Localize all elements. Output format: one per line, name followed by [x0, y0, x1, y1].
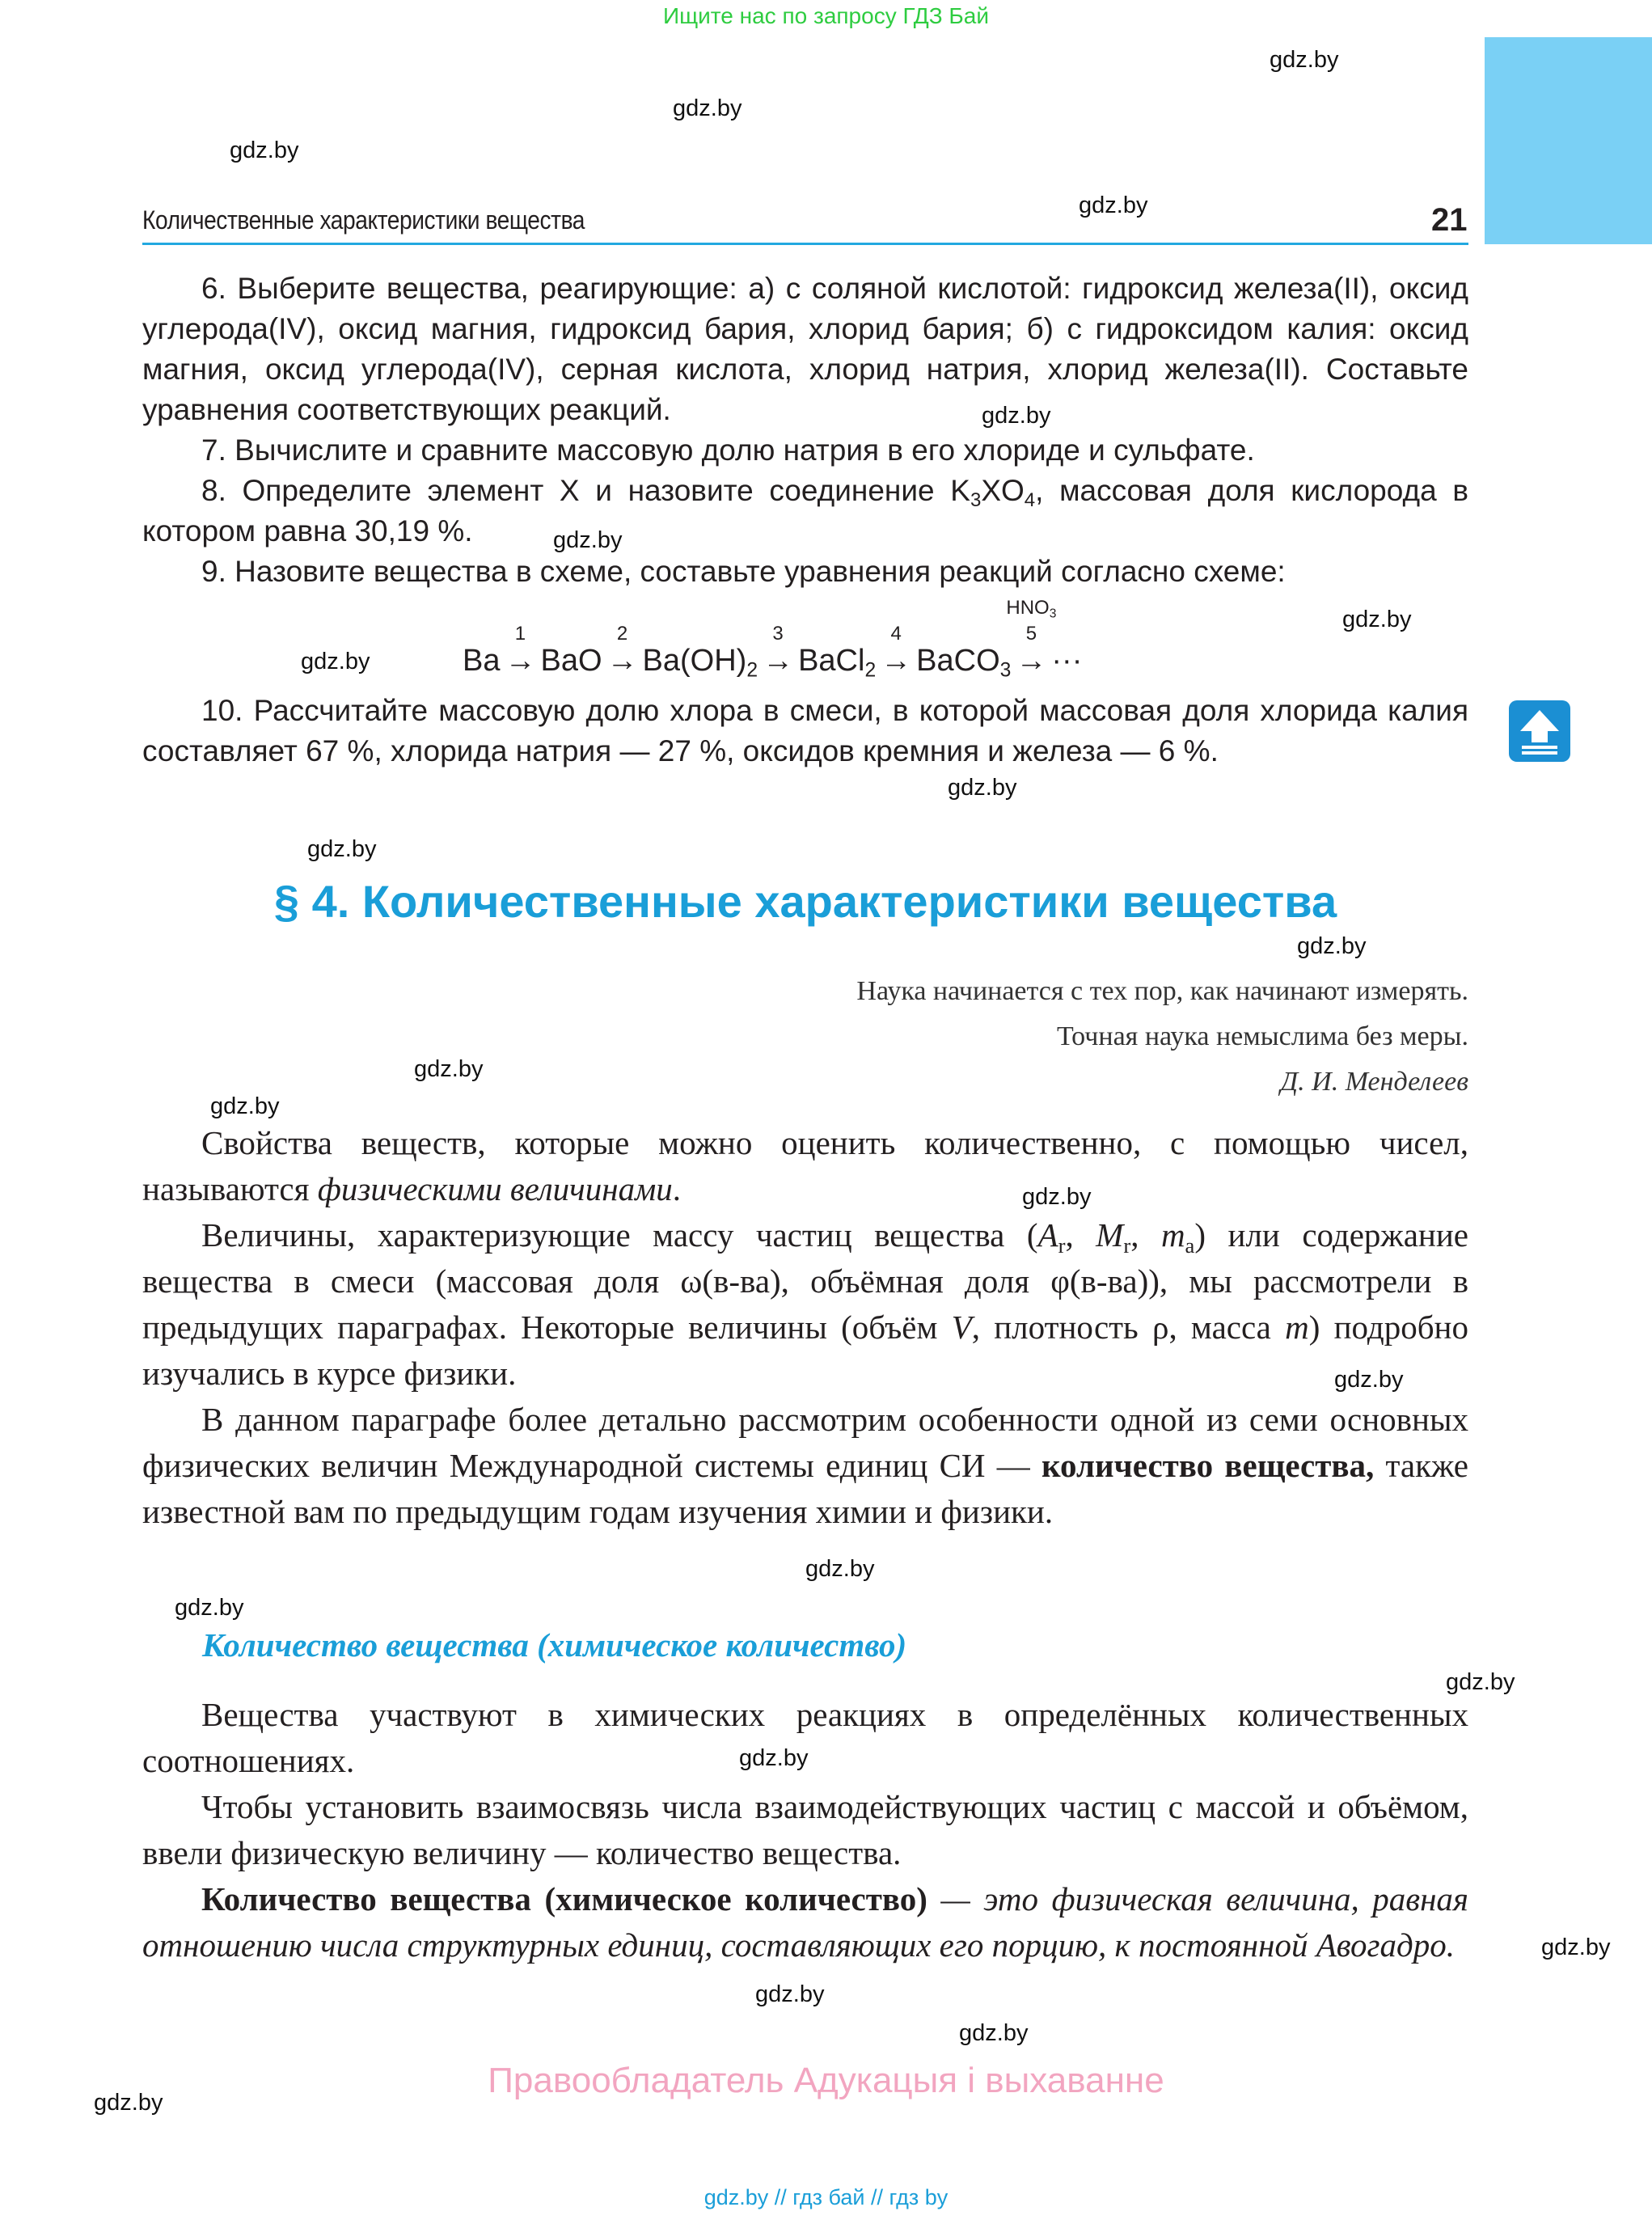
paragraph-2: Величины, характеризующие массу частиц вещества ($A_r$, $M_r$, $m_a$) или содержание вещества в смеси (массовая доля ω(в-ва), объёмная доля φ(в-ва)), мы рассмотрели в предыдущих параграфах. Некоторые величины (объём V, плотность ρ, масса m) подробно изучались в курсе физики. [142, 1216, 1469, 1392]
watermark: gdz.by [1022, 1184, 1092, 1210]
task-list [142, 268, 1468, 592]
page-corner-tab [1485, 37, 1652, 244]
watermark: gdz.by [307, 836, 377, 862]
subsection-title: Количество вещества (химическое количество) [202, 1626, 907, 1664]
scheme-arrow-2: 2 → [606, 623, 638, 678]
footer-links[interactable]: gdz.by // гдз бай // гдз by [703, 2185, 949, 2209]
watermark: gdz.by [959, 2020, 1029, 2046]
watermark: gdz.by [739, 1745, 809, 1771]
subsection-body [142, 1692, 1468, 1968]
watermark: gdz.by [948, 775, 1017, 801]
watermark: gdz.by [805, 1556, 875, 1582]
task-10-block [142, 691, 1468, 772]
page-number: 21 [1431, 202, 1468, 238]
copyright-notice: Правообладатель Адукацыя і выхаванне [488, 2061, 1164, 2100]
watermark: gdz.by [175, 1595, 244, 1621]
epigraph-line-1: Наука начинается с тех пор, как начинают измерять. [856, 976, 1468, 1006]
header-rule [142, 243, 1468, 245]
definition: Количество вещества (химическое количество) — это физическая величина, равная отношению числа структурных единиц, составляющих его порцию, к постоянной Авогадро. [142, 1880, 1468, 1964]
paragraph-3: В данном параграфе более детально рассмотрим особенности одной из семи основных физических величин Международной системы единиц СИ — количество вещества, также известной вам по предыдущим годам изучения химии и физики. [142, 1401, 1469, 1530]
running-title: Количественные характеристики вещества [142, 205, 585, 235]
arrow-up-icon [1509, 700, 1570, 762]
watermark: gdz.by [755, 1981, 825, 2007]
task-7: 7. Вычислите и сравните массовую долю натрия в его хлориде и сульфате. [201, 433, 1255, 467]
scheme-arrow-1: 1 → [505, 623, 536, 678]
scroll-up-button[interactable] [1509, 700, 1570, 762]
task-10: 10. Рассчитайте массовую долю хлора в смеси, в которой массовая доля хлорида калия составляет 67 %, хлорида натрия — 27 %, оксидов кремния и железа — 6 %. [142, 694, 1468, 767]
scheme-arrow-5: $HNO_3$ 5 → [1006, 597, 1057, 678]
epigraph-author: Д. И. Менделеев [1280, 1067, 1468, 1097]
watermark: gdz.by [1446, 1669, 1515, 1695]
section-title: § 4. Количественные характеристики вещества [273, 876, 1337, 927]
watermark: gdz.by [982, 403, 1051, 429]
reaction-scheme: Ba 1 → BaO 2 → $Ba(OH)_2$ 3 → BaCl$_2$ 4 → BaCO$_3$ $HNO_3$ 5 → ··· [463, 597, 1083, 682]
task-6: 6. Выберите вещества, реагирующие: а) с соляной кислотой: гидроксид железа(II), оксид углерода(IV), оксид магния, гидроксид бария, хлорид бария; б) с гидроксидом калия: оксид магния, оксид углерода(IV), серная кислота, хлорид натрия, хлорид железа(II). Составьте уравнения соответствующих реакций. [142, 272, 1468, 426]
watermark: gdz.by [1270, 47, 1339, 73]
task-8: 8. Определите элемент X и назовите соединение $K_3XO_4$, массовая доля кислорода в котором равна 30,19 %. [142, 474, 1469, 548]
watermark: gdz.by [673, 95, 742, 121]
scheme-arrow-3: 3 → [763, 623, 794, 678]
watermark: gdz.by [1342, 607, 1412, 632]
paragraph-4: Вещества участвуют в химических реакциях в определённых количественных соотношениях. [142, 1696, 1468, 1779]
watermark: gdz.by [553, 527, 623, 553]
task-9: 9. Назовите вещества в схеме, составьте уравнения реакций согласно схеме: [201, 555, 1286, 588]
paragraph-5: Чтобы установить взаимосвязь числа взаимодействующих частиц с массой и объёмом, ввели физическую величину — количество вещества. [142, 1788, 1468, 1871]
watermark: gdz.by [94, 2090, 163, 2116]
watermark: gdz.by [210, 1093, 280, 1119]
watermark: gdz.by [1079, 192, 1148, 218]
paragraph-1: Свойства веществ, которые можно оценить количественно, с помощью чисел, называются физическими величинами. [142, 1124, 1468, 1207]
top-banner[interactable]: Ищите нас по запросу ГДЗ Бай [662, 3, 990, 28]
scheme-arrow-4: 4 → [881, 623, 912, 678]
epigraph [498, 969, 1468, 1105]
watermark: gdz.by [414, 1056, 484, 1082]
watermark: gdz.by [1541, 1934, 1611, 1960]
watermark: gdz.by [1297, 933, 1367, 959]
section-body [142, 1120, 1468, 1535]
watermark: gdz.by [301, 649, 370, 674]
epigraph-line-2: Точная наука немыслима без меры. [1056, 1021, 1468, 1051]
watermark: gdz.by [1334, 1367, 1404, 1393]
watermark: gdz.by [230, 137, 299, 163]
